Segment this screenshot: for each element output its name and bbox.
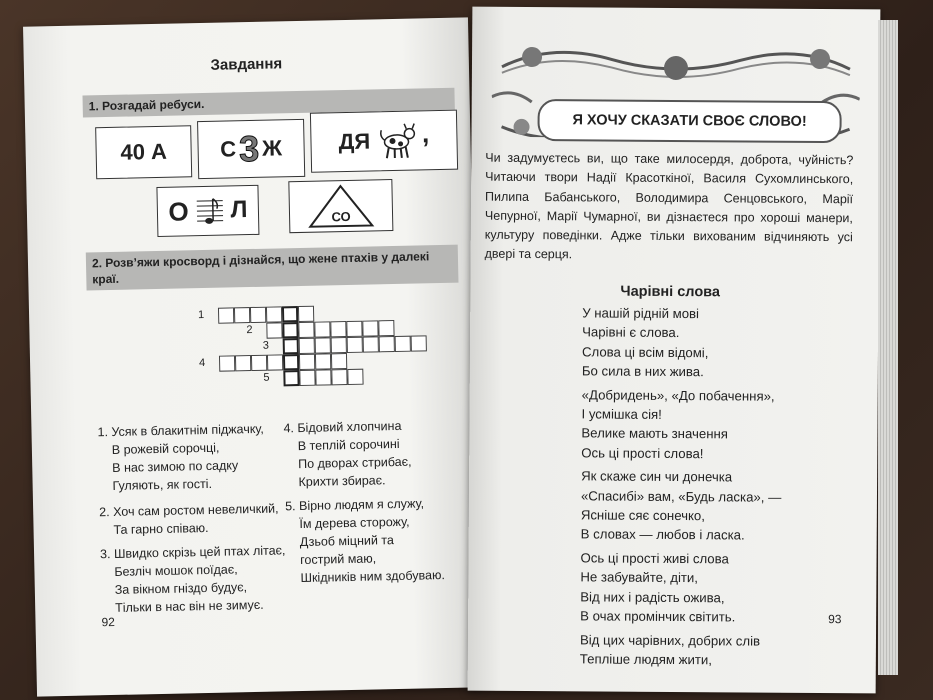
poem-title: Чарівні слова — [620, 283, 721, 301]
crossword-number: 2 — [246, 323, 253, 337]
ornamental-banner — [491, 37, 860, 140]
page-number-right: 93 — [828, 612, 842, 627]
crossword-cell[interactable] — [283, 370, 299, 386]
page-stack-edge — [878, 20, 898, 675]
crossword-cell[interactable] — [315, 337, 331, 353]
crossword-cell[interactable] — [314, 321, 330, 337]
poem-line: Ось ці прості живі слова — [580, 550, 729, 567]
poem-line: Від них і радість ожива, — [580, 589, 725, 606]
rebus-1-text: 40 А — [120, 138, 168, 165]
crossword-cell[interactable] — [395, 336, 411, 352]
crossword-cell[interactable] — [298, 322, 314, 338]
crossword-grid — [194, 304, 416, 419]
poem-line: «Спасибі» вам, «Будь ласка», — — [580, 488, 782, 505]
crossword-cell[interactable] — [347, 337, 363, 353]
crossword-number: 3 — [262, 339, 270, 352]
crossword-cell[interactable] — [347, 369, 363, 385]
riddle-1: 1. Усяк в блакитнім піджачку, В рожевій сорочці, В нас зимою по садку Гуляють, як гості. — [97, 421, 264, 494]
rebus-4 — [156, 185, 259, 237]
crossword-cell[interactable] — [346, 321, 362, 337]
rebus-4-letter-a: О — [168, 195, 189, 227]
riddle-3: 3. Швидко скрізь цей птах літає, Безліч мошок поїдає, За вікном гніздо будує, Тільки в нас він не зимує. — [99, 543, 286, 616]
crossword-cell[interactable] — [378, 320, 394, 336]
crossword-cell[interactable] — [299, 338, 315, 354]
left-page — [23, 17, 482, 696]
poem-line: В словах — любов і ласка. — [580, 526, 745, 543]
poem-line: Від цих чарівних, добрих слів — [579, 631, 761, 649]
page-title: Завдання — [210, 55, 283, 74]
crossword-number: 4 — [198, 356, 206, 370]
rebus-2-letter-a: С — [219, 136, 237, 162]
rebus-4-letter-b: Л — [230, 196, 248, 224]
crossword-cell[interactable] — [299, 370, 315, 386]
crossword-cell[interactable] — [298, 306, 314, 322]
crossword-cell[interactable] — [235, 355, 251, 371]
riddle-2: 2. Хоч сам ростом невеличкий, Та гарно співаю. — [99, 501, 279, 538]
poem-line: «Добридень», «До побачення», — [581, 386, 775, 404]
crossword-cell[interactable] — [411, 335, 427, 351]
riddle-5: 5. Вірно людям я служу, Їм дерева сторожу, Дзьоб міцний та гострий маю, Шкідників ним здобуваю. — [284, 496, 445, 586]
rebus-1 — [95, 125, 192, 179]
rebus-2 — [197, 119, 305, 179]
crossword-cell[interactable] — [362, 320, 378, 336]
right-page — [468, 7, 881, 694]
rebus-2-letter-b: Ж — [261, 135, 283, 161]
rebus-5 — [288, 179, 393, 233]
poem — [580, 303, 783, 670]
crossword-cell[interactable] — [283, 338, 299, 354]
crossword-cell[interactable] — [283, 354, 299, 370]
crossword-cell[interactable] — [363, 336, 379, 352]
crossword-cell[interactable] — [282, 306, 298, 322]
crossword-cell[interactable] — [251, 355, 267, 371]
poem-line: В очах промінчик світить. — [580, 608, 736, 625]
poem-line: Ось ці прості слова! — [581, 445, 704, 462]
crossword-cell[interactable] — [379, 336, 395, 352]
crossword-cell[interactable] — [266, 306, 282, 322]
poem-line: Чарівні є слова. — [582, 324, 680, 341]
crossword-cell[interactable] — [315, 369, 331, 385]
riddle-4: 4. Бідовий хлопчина В теплій сорочині По дворах стрибає, Крихти збирає. — [283, 418, 412, 490]
crossword-cell[interactable] — [315, 353, 331, 369]
crossword-number: 1 — [197, 309, 205, 322]
crossword-cell[interactable] — [331, 337, 347, 353]
rebus-5-text: СО — [331, 208, 351, 224]
page-number-left: 92 — [101, 614, 116, 630]
crossword-cell[interactable] — [219, 355, 235, 371]
poem-line: Велике мають значення — [581, 425, 728, 442]
intro-paragraph: Чи задумуєтесь ви, що таке милосердя, доброта, чуйність? Читаючи твори Надії Красоткіної, Василя Сухомлинського, Пилипа Бабанського, Володимира Сенцовського, Марії Чепурної, Марії Чумарної, ви дізнаєтеся про хороші манери, культуру поведінки. Адже тільки вихованим відчиняють усі двері та серця. — [484, 150, 854, 262]
crossword-cell[interactable] — [282, 322, 298, 338]
poem-line: І усмішка сія! — [581, 406, 662, 422]
rebus-2-digit: 3 — [238, 127, 260, 170]
rebus-3 — [310, 110, 458, 173]
crossword-cell[interactable] — [330, 321, 346, 337]
music-staff-icon — [194, 195, 225, 228]
crossword-number: 5 — [263, 371, 270, 384]
poem-line: Бо сила в них жива. — [581, 363, 704, 380]
crossword-cell[interactable] — [234, 307, 250, 323]
poem-line: Слова ці всім відомі, — [581, 344, 709, 361]
rebus-3-text: ДЯ — [338, 128, 371, 155]
calf-icon — [376, 122, 417, 161]
poem-line: Як скаже син чи донечка — [581, 468, 733, 485]
crossword-cell[interactable] — [331, 353, 347, 369]
crossword-cell[interactable] — [299, 354, 315, 370]
poem-line: Не забувайте, діти, — [580, 569, 699, 586]
crossword-cell[interactable] — [267, 354, 283, 370]
task-1-header: 1. Розгадай ребуси. — [82, 88, 454, 118]
crossword-cell[interactable] — [331, 369, 347, 385]
poem-line: У нашій рідній мові — [582, 305, 700, 322]
task-2-header: 2. Розв’яжи кросворд і дізнайся, що жене птахів у далекі краї. — [86, 245, 459, 291]
poem-line: Ясніше сяє сонечко, — [580, 507, 705, 524]
rebus-3-comma: , — [421, 117, 430, 148]
poem-line: Тепліше людям жити, — [579, 651, 713, 668]
banner-title: Я ХОЧУ СКАЗАТИ СВОЄ СЛОВО! — [537, 99, 841, 143]
crossword-cell[interactable] — [266, 322, 282, 338]
crossword-cell[interactable] — [250, 307, 266, 323]
crossword-cell[interactable] — [218, 307, 234, 323]
